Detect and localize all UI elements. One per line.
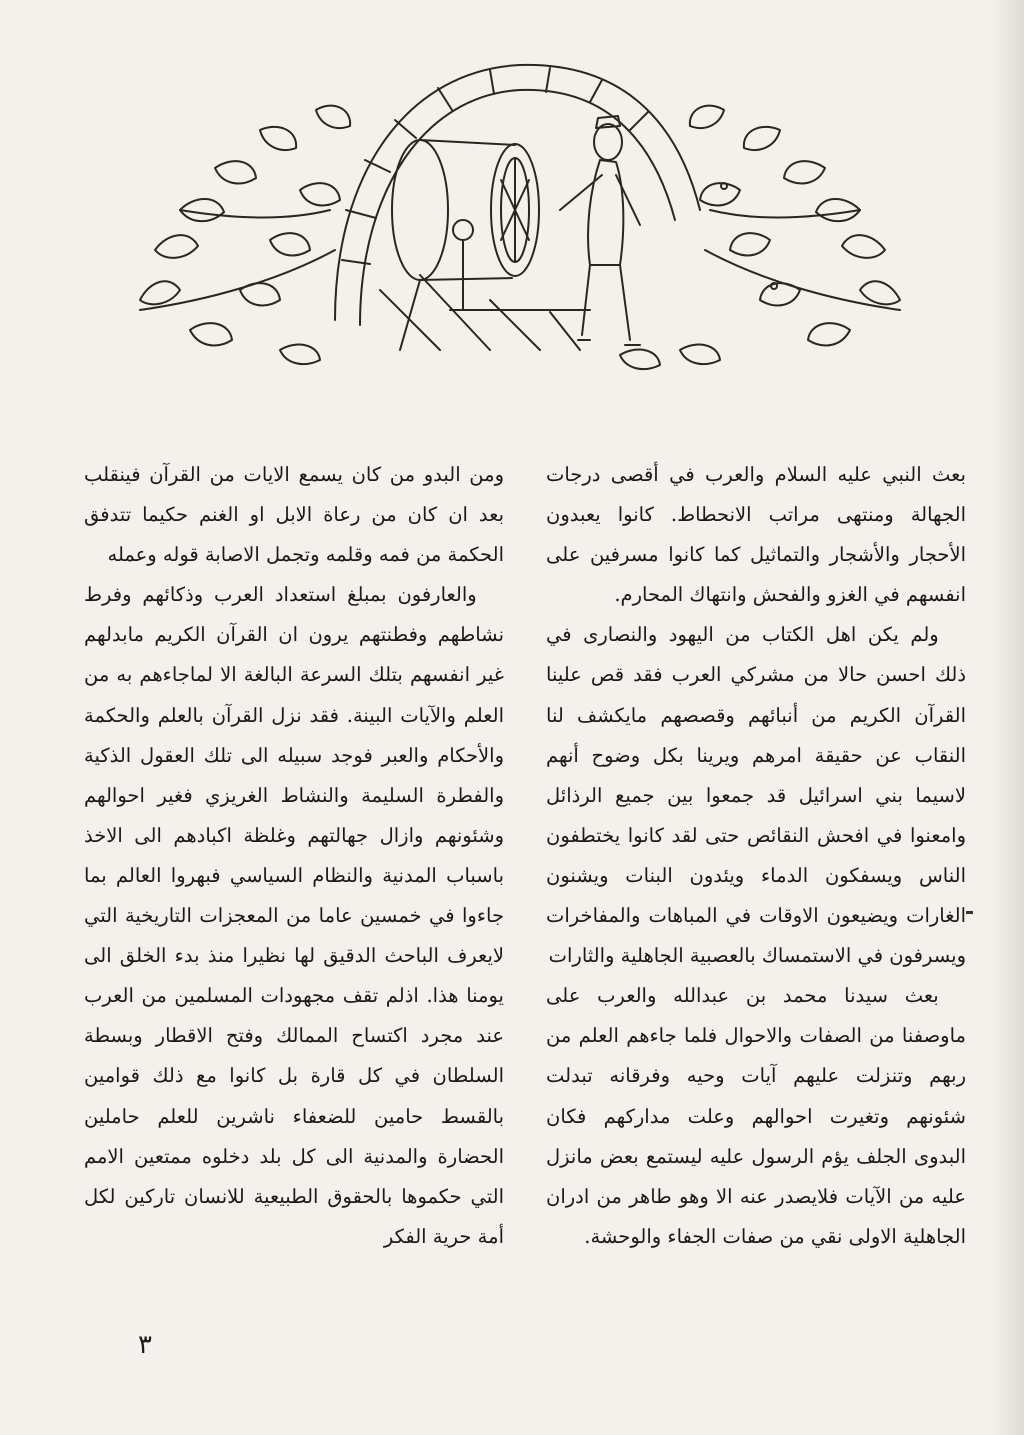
header-illustration — [120, 50, 920, 395]
paragraph: ومن البدو من كان يسمع الايات من القرآن فينقلب بعد ان كان من رعاة الابل او الغنم حكيما تتدفق الحكمة من فمه وقلمه وتجمل الاصابة قوله وعمله — [84, 463, 504, 567]
page-number: ٣ — [138, 1330, 152, 1360]
paragraph: بعث سيدنا محمد بن عبدالله والعرب على ماوصفنا من الصفات والاحوال فلما جاءهم العلم من ربهم وتنزلت عليهم آيات وحيه وفرقانه تبدلت شئونهم وتغيرت احوالهم وعلت مداركهم فكان البدوى الجلف يؤم الرسول عليه ليستمع بعض مانزل عليه من الآيات فلايصدر عنه الا وهو طاهر من ادران الجاهلية الاولى نقي من صفات الجفاء والوحشة. — [546, 984, 966, 1248]
margin-mark — [966, 911, 973, 914]
paragraph: ولم يكن اهل الكتاب من اليهود والنصارى في ذلك احسن حالا من مشركي العرب فقد قص علينا القرآن الكريم من أنبائهم وقصصهم مايكشف لنا النقاب عن حقيقة امرهم ويرينا بكل وضوح أنهم لاسيما بني اسرائيل قد جمعوا بين جميع الرذائل وامعنوا في افحش النقائص حتى لقد كانوا يختطفون الناس ويسفكون الدماء ويئدون البنات ويشنون الغارات ويضيعون الاوقات في المباهات والمفاخرات ويسرفون في الاستمساك بالعصبية الجاهلية والثارات — [546, 623, 966, 968]
right-text-column — [546, 455, 966, 1257]
paragraph: بعث النبي عليه السلام والعرب في أقصى درجات الجهالة ومنتهى مراتب الانحطاط. كانوا يعبدون الأحجار والأشجار والتماثيل كما كانوا مسرفين على انفسهم في الغزو والفحش وانتهاك المحارم. — [546, 463, 966, 607]
paragraph: والعارفون بمبلغ استعداد العرب وذكائهم وفرط نشاطهم وفطنتهم يرون ان القرآن الكريم مابدلهم غير انفسهم بتلك السرعة البالغة الا لماجاءهم به من العلم والآيات البينة. فقد نزل القرآن بالعلم والحكمة والأحكام والعبر فوجد سبيله الى تلك العقول الذكية والفطرة السليمة والنشاط الغريزي فغير احوالهم وشئونهم وازال جهالتهم وغلظة اكبادهم الى الاخذ باسباب المدنية والنظام السياسي فبهروا العالم بما جاءوا في خمسين عاما من المعجزات التاريخية التي لايعرف الباحث الدقيق لها نظيرا منذ بدء الخلق الى يومنا هذا. اذلم تقف مجهودات المسلمين من العرب عند مجرد اكتساح الممالك وفتح الاقطار وبسطة السلطان في كل قارة بل كانوا مع ذلك قوامين بالقسط حامين للضعفاء ناشرين للعلم حاملين الحضارة والمدنية الى كل بلد دخلوه ممتعين الامم التي حكموها بالحقوق الطبيعية للانسان تاركين لكل أمة حرية الفكر — [84, 583, 504, 1248]
wreath-engine-engraving-icon — [120, 50, 920, 395]
page-edge-shadow — [992, 0, 1024, 1435]
left-text-column — [84, 455, 504, 1257]
